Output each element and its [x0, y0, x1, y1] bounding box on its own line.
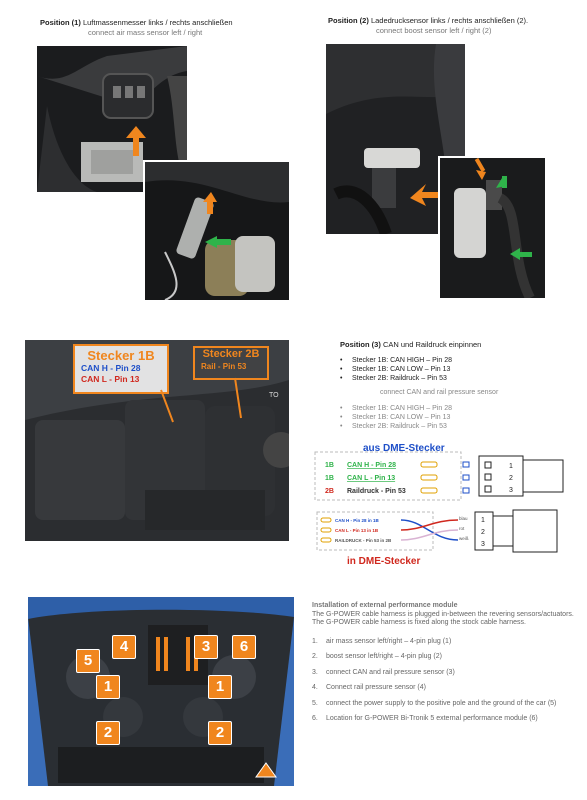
engine-badge-3: 3 [194, 635, 218, 659]
engine-bay-photo-art [28, 597, 294, 786]
section2-label: Position (2) [328, 16, 369, 25]
section3-caption [340, 340, 570, 350]
diagram-in-row: CAN H - Pin 28 in 1B [335, 518, 379, 523]
section3-de-item: • Stecker 1B: CAN HIGH – Pin 28 [340, 356, 580, 365]
installation-list [312, 638, 574, 724]
diagram-in-pin: 3 [481, 541, 485, 548]
engine-badge-2-right: 2 [208, 721, 232, 745]
air-mass-sensor-photo-2-art [145, 162, 289, 300]
installation-intro: The G-POWER cable harness is plugged in-between the revering sensors/actuators. The G-POWER cable harness is fixed along the stock cable harness. [312, 610, 574, 626]
installation-item: 6. Location for G-POWER Bi-Tronik 5 external performance module (6) [312, 715, 538, 722]
section1-subtitle: connect air mass sensor left / right [88, 28, 203, 37]
diagram-in-wire-label: blau [459, 516, 468, 521]
installation-item: 1. air mass sensor left/right – 4-pin plug (1) [312, 637, 452, 645]
boost-sensor-photo-2 [438, 156, 547, 300]
section2-caption [328, 16, 578, 36]
section3-de-item: • Stecker 1B: CAN LOW – Pin 13 [340, 365, 580, 374]
wiring-diagram-in [313, 508, 575, 568]
section3-en-item: • Stecker 2B: Raildruck – Pin 53 [340, 422, 580, 431]
engine-badge-2-left: 2 [96, 721, 120, 745]
engine-badge-1-left: 1 [96, 675, 120, 699]
section3-en-item: • Stecker 1B: CAN LOW – Pin 13 [340, 413, 580, 422]
installation-item: 5. connect the power supply to the positive pole and the ground of the car (5) [312, 699, 557, 707]
diagram-out-title: aus DME-Stecker [363, 443, 445, 454]
engine-badge-5: 5 [76, 649, 100, 673]
diagram-in-pin: 2 [481, 529, 485, 536]
installation-item: 3. connect CAN and rail pressure sensor (3) [312, 668, 455, 676]
diagram-out-code: 2B [325, 488, 334, 495]
section1-title: Luftmassenmesser links / rechts anschließen [82, 18, 233, 27]
section3-en-item: • Stecker 1B: CAN HIGH – Pin 28 [340, 404, 580, 413]
installation-section [312, 602, 574, 731]
diagram-out-pin: 2 [509, 475, 513, 482]
stecker1b-canh: CAN H - Pin 28 [81, 363, 141, 373]
boost-sensor-photo-2-art [440, 158, 545, 298]
diagram-out-code: 1B [325, 475, 334, 482]
stecker2b-rail: Rail - Pin 53 [201, 362, 247, 371]
installation-title: Installation of external performance module [312, 602, 458, 609]
section1-caption [40, 18, 280, 38]
air-mass-sensor-photo-2 [143, 160, 291, 302]
installation-item: 4. Connect rail pressure sensor (4) [312, 684, 426, 691]
diagram-in-row: CAN L - Pin 13 in 1B [335, 528, 379, 533]
diagram-out-row: CAN H - Pin 28 [347, 462, 397, 469]
section3-title: CAN und Raildruck einpinnen [382, 340, 482, 349]
photo-tag: TO [269, 392, 279, 399]
diagram-in-pin: 1 [481, 517, 485, 524]
diagram-out-row: CAN L - Pin 13 [347, 475, 396, 482]
stecker1b-canl: CAN L - Pin 13 [81, 374, 140, 384]
stecker1b-title: Stecker 1B [87, 348, 155, 363]
diagram-out-row: Raildruck - Pin 53 [347, 488, 406, 495]
engine-badge-4: 4 [112, 635, 136, 659]
wiring-diagram-out [313, 440, 575, 506]
engine-badge-1-right: 1 [208, 675, 232, 699]
section3-en-title: connect CAN and rail pressure sensor [380, 389, 499, 396]
diagram-out-pin: 1 [509, 463, 513, 470]
section3-de-list [340, 356, 580, 383]
section1-label: Position (1) [40, 18, 81, 27]
engine-badge-6: 6 [232, 635, 256, 659]
diagram-in-title: in DME-Stecker [347, 556, 421, 567]
installation-item: 2. boost sensor left/right – 4-pin plug (2) [312, 653, 442, 660]
connector-leader-lines [25, 340, 289, 541]
diagram-out-code: 1B [325, 462, 334, 469]
engine-bay-photo [28, 597, 294, 786]
section2-title: Ladedrucksensor links / rechts anschließen (2). [370, 16, 529, 25]
diagram-in-wire-label: weiß [459, 536, 469, 541]
section3-label: Position (3) [340, 340, 381, 349]
stecker2b-title: Stecker 2B [202, 348, 260, 360]
diagram-in-wire-label: rot [459, 526, 465, 531]
diagram-out-pin: 3 [509, 487, 513, 494]
section3-de-item: • Stecker 2B: Raildruck – Pin 53 [340, 374, 580, 383]
dme-connector-photo [25, 340, 289, 541]
section2-subtitle: connect boost sensor left / right (2) [376, 26, 492, 35]
section3-en-list [340, 404, 580, 431]
diagram-in-row: RAILDRUCK - Pin 53 in 2B [335, 538, 392, 543]
